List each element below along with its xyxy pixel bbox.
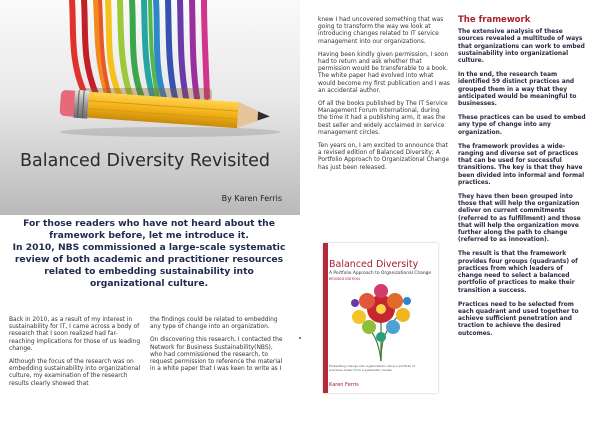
paragraph: Practices need to be selected from each quadrant and used together to achieve sufficient penetration and traction to achieve the desired outcomes. — [458, 301, 579, 337]
intro-text — [6, 218, 292, 290]
hero-image — [0, 0, 300, 215]
paragraph: The result is that the framework provides four groups (quadrants) of practices from which leaders of change need to select a balanced portfolio of practices to make their transition a success. — [458, 251, 578, 294]
book-cover — [323, 243, 438, 393]
paragraph: the findings could be related to embedding any type of change into an organization. — [150, 317, 278, 331]
paragraph: Although the focus of the research was on embedding sustainability into organizational culture, my examination of the research results clearly showed that — [9, 359, 141, 387]
book-author: Karen Ferris — [329, 382, 359, 388]
book-edition: REVISED EDITION — [329, 277, 360, 281]
intro-line: related to embedding sustainability into — [44, 266, 254, 277]
body-column-2 — [150, 317, 285, 379]
intro-line: In 2010, NBS commissioned a large-scale systematic — [12, 242, 286, 253]
intro-line: For those readers who have not heard about the — [23, 218, 275, 229]
intro-line: organizational culture. — [89, 278, 209, 289]
intro-line: review of both academic and practitioner resources — [14, 254, 284, 265]
paragraph: Back in 2010, as a result of my interest in sustainability for IT, I came across a body of research that I soon realized had far-reaching implications for those of us leading change. — [9, 317, 141, 352]
intro-line: framework before, let me introduce it. — [49, 230, 249, 241]
pencil-strings-illustration — [0, 0, 300, 215]
book-title: Balanced Diversity — [329, 259, 419, 270]
paragraph: Ten years on, I am excited to announce that a revised edition of Balanced Diversity; A Portfolio Approach to Organizational Change has just been released. — [318, 143, 450, 171]
paragraph: The framework provides a wide-ranging and diverse set of practices that can be used for successful transitions. The key is that they have been divided into informal and formal practices. — [458, 143, 585, 186]
paragraph: The extensive analysis of these sources revealed a multitude of ways that organizations can work to embed sustainability into organizational culture. — [458, 29, 585, 65]
book-blurb: Embedding change into organizations using a portfolio of practices drawn from a systematic review — [329, 364, 416, 372]
paragraph: In the end, the research team identified 59 distinct practices and grouped them in a way that they anticipated would be meaningful to businesses. — [458, 72, 577, 108]
paragraph: On discovering this research, I contacted the Network for Business Sustainability(NBS), who had commissioned the research, to request permission to reference the material in a white paper that I was keen to write as I — [150, 337, 283, 373]
page-title: Balanced Diversity Revisited — [20, 151, 270, 171]
separator-dot — [299, 337, 301, 339]
body-column-1 — [9, 317, 142, 394]
framework-column — [458, 17, 588, 345]
author-byline: By Karen Ferris — [221, 194, 282, 203]
section-heading: The framework — [458, 15, 531, 25]
paragraph: Of all the books published by The IT Service Management Forum International, during the time it had a publishing arm, it was the best seller and widely acclaimed in service management circles. — [318, 101, 448, 136]
paragraph: These practices can be used to embed any type of change into any organization. — [458, 115, 586, 136]
book-spine — [323, 243, 328, 393]
paragraph: Having been kindly given permission, I soon had to return and ask whether that permission would be transferable to a book. The white paper had evolved into what would become my first publication and I was an accidental author. — [318, 51, 450, 94]
paragraph: knew I had uncovered something that was going to transform the way we look at introducing changes related to IT service management into our organizations. — [318, 17, 444, 45]
book-cover-illustration — [345, 283, 417, 363]
book-subtitle: A Portfolio Approach to Organizational Change — [329, 271, 432, 276]
body-column-3 — [318, 17, 450, 178]
paragraph: They have then been grouped into those that will help the organization deliver on current commitments (referred to as fulfillment) and those that will help the organization move further along the path to change (referred to as innovation). — [458, 194, 581, 244]
